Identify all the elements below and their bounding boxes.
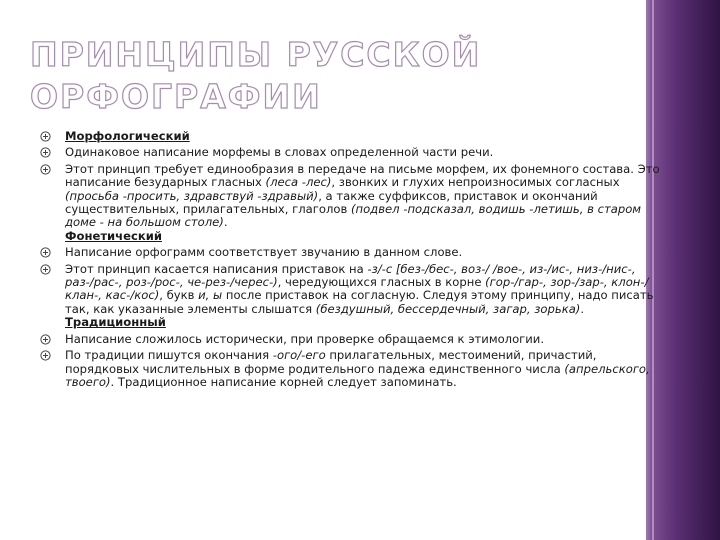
title-line-2: ОРФОГРАФИИ [30, 77, 322, 116]
text-run: . Традиционное написание корней следует запоминать. [110, 374, 457, 389]
text-run: , а также суффиксов, приставок и окончаний существительных, прилагательных, глаголов [65, 188, 598, 217]
example-text: (просьба -просить, здравствуй -здравый) [65, 188, 319, 203]
title-line-1: ПРИНЦИПЫ РУССКОЙ [30, 35, 482, 74]
text-run: после приставок на согласную. Следуя этому принципу, надо писать так, как указанные элементы слышатся [65, 288, 654, 316]
text-run: Этот принцип касается написания приставок на [65, 261, 368, 276]
example-text: -з/-с [без-/бес-, воз-/ /вое-, из-/ис-, низ-/нис-, раз-/рас-, роз-/рос-, че-рез-/черес-) [65, 261, 636, 290]
circled-plus-icon [40, 334, 51, 345]
slide-title [30, 34, 630, 118]
paragraph: Написание орфограмм соответствует звучанию в данном слове. [65, 245, 463, 260]
example-text: -ого/-его [272, 348, 326, 363]
subheading-morphological: Морфологический [65, 129, 190, 143]
list-item [40, 163, 660, 243]
text-run: , букв [159, 288, 199, 303]
circled-plus-icon [40, 164, 51, 175]
paragraph: Написание сложилось исторически, при проверке обращаемся к этимологии. [65, 331, 545, 346]
text-run: Этот принцип требует единообразия в передаче на письме морфем, их фонемного состава. Это написание безударных гласных [65, 161, 660, 190]
text-run: , звонких и глухих непроизносимых согласных [331, 175, 620, 190]
circled-plus-icon [40, 131, 51, 142]
example-text: (подвел -подсказал, водишь -летишь, в старом доме - на большом столе) [65, 202, 642, 230]
bullet-list [40, 130, 660, 392]
subheading-phonetic: Фонетический [65, 228, 162, 243]
example-text: (гор-/гар-, зор-/зар-, клон-/клан-, кас-/кос) [65, 275, 649, 303]
list-item [40, 263, 660, 330]
paragraph [65, 349, 660, 389]
circled-plus-icon [40, 264, 51, 275]
subheading-traditional: Традиционный [65, 315, 166, 330]
paragraph: Одинаковое написание морфемы в словах определенной части речи. [65, 145, 494, 160]
circled-plus-icon [40, 247, 51, 258]
list-item [40, 246, 660, 259]
circled-plus-icon [40, 147, 51, 158]
paragraph [65, 263, 660, 317]
example-text: (леса -лес) [265, 175, 332, 190]
list-item [40, 333, 660, 346]
example-text: (апрельского, твоего) [65, 361, 650, 389]
text-run: прилагательных, местоимений, причастий, порядковых числительных в форме родительного падежа единственного числа [65, 348, 597, 376]
list-item [40, 146, 660, 159]
paragraph [65, 163, 660, 230]
example-text: (бездушный, бессердечный, загар, зорька) [315, 301, 581, 316]
list-item [40, 349, 660, 389]
text-run: , чередующихся гласных в корне [277, 275, 486, 290]
circled-plus-icon [40, 350, 51, 361]
example-text: и, ы [198, 288, 223, 303]
text-run: . [580, 301, 585, 316]
text-run: По традиции пишутся окончания [65, 348, 273, 363]
list-item [40, 130, 660, 143]
text-run: . [223, 215, 228, 230]
